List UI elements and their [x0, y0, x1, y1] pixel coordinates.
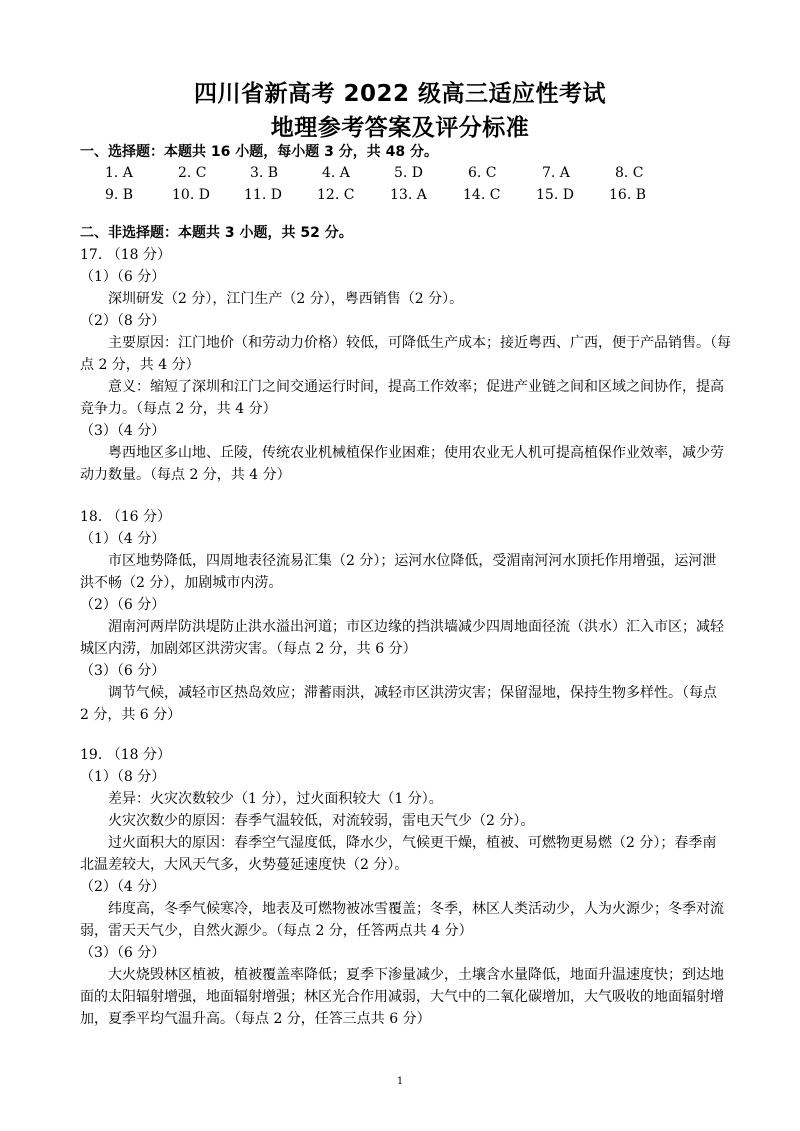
- answer-row-1: [0, 164, 800, 182]
- q17-sub2-text: 意义：缩短了深圳和江门之间交通运行时间，提高工作效率；促进产业链之间和区域之间协作，提高: [108, 379, 724, 395]
- q17-sub2-text: 竞争力。（每点 2 分，共 4 分）: [80, 401, 277, 417]
- q17-sub2-text: 点 2 分，共 4 分）: [80, 357, 200, 373]
- q18-sub3-text: 调节气候，减轻市区热岛效应；滞蓄雨洪，减轻市区洪涝灾害；保留湿地，保持生物多样性。（每点: [108, 685, 717, 701]
- answer-item: 3. B: [250, 165, 279, 181]
- answer-item: 1. A: [105, 165, 133, 181]
- q17-sub1-text: 深圳研发（2 分），江门生产（2 分），粤西销售（2 分）。: [108, 291, 464, 307]
- q19-sub3-text: 大火烧毁林区植被，植被覆盖率降低；夏季下渗量减少，土壤含水量降低，地面升温速度快；到达地: [108, 967, 724, 983]
- part2-heading: 二、非选择题：本题共 3 小题，共 52 分。: [80, 225, 353, 241]
- q18-sub3-label: （3）（6 分）: [80, 663, 166, 679]
- q19-sub3-text: 加，夏季平均气温升高。（每点 2 分，任答三点共 6 分）: [80, 1011, 431, 1027]
- answer-item: 5. D: [394, 165, 424, 181]
- q18-sub2-text: 城区内涝，加剧郊区洪涝灾害。（每点 2 分，共 6 分）: [80, 641, 417, 657]
- q19-sub2-text: 弱，雷天天气少，自然火源少。（每点 2 分，任答两点共 4 分）: [80, 923, 473, 939]
- q18-sub3-text: 2 分，共 6 分）: [80, 707, 182, 723]
- answer-item: 13. A: [390, 187, 427, 203]
- q19-sub1-label: （1）（8 分）: [80, 769, 166, 785]
- q18-header: 18. （16 分）: [80, 509, 171, 525]
- q18-sub1-text: 市区地势降低，四周地表径流易汇集（2 分）；运河水位降低，受湄南河河水顶托作用增强，运河泄: [108, 553, 717, 569]
- page-number: 1: [396, 1076, 404, 1087]
- q17-sub3-text: 粤西地区多山地、丘陵，传统农业机械植保作业困难；使用农业无人机可提高植保作业效率，减少劳: [108, 445, 724, 461]
- q18-sub2-text: 湄南河两岸防洪堤防止洪水溢出河道；市区边缘的挡洪墙减少四周地面径流（洪水）汇入市区；减轻: [108, 619, 724, 635]
- answer-item: 2. C: [178, 165, 207, 181]
- q17-header: 17. （18 分）: [80, 247, 171, 263]
- answer-item: 8. C: [615, 165, 644, 181]
- q17-sub3-label: （3）（4 分）: [80, 423, 166, 439]
- answer-item: 7. A: [542, 165, 570, 181]
- q18-sub1-text: 洪不畅（2 分），加剧城市内涝。: [80, 575, 283, 591]
- answer-item: 9. B: [105, 187, 134, 203]
- q17-sub1-label: （1）（6 分）: [80, 269, 166, 285]
- q18-sub1-label: （1）（4 分）: [80, 531, 166, 547]
- answer-item: 6. C: [468, 165, 497, 181]
- q18-sub2-label: （2）（6 分）: [80, 597, 166, 613]
- answer-item: 12. C: [317, 187, 355, 203]
- answer-item: 4. A: [322, 165, 350, 181]
- q17-sub2-text: 主要原因：江门地价（和劳动力价格）较低，可降低生产成本；接近粤西、广西，便于产品销售。（每: [108, 335, 731, 351]
- part1-heading: 一、选择题：本题共 16 小题，每小题 3 分，共 48 分。: [80, 144, 438, 160]
- q19-sub1-text: 北温差较大，大风天气多，火势蔓延速度快（2 分）。: [80, 857, 409, 873]
- answer-item: 14. C: [463, 187, 501, 203]
- q17-sub3-text: 动力数量。（每点 2 分，共 4 分）: [80, 467, 291, 483]
- answer-item: 16. B: [609, 187, 647, 203]
- q19-sub2-text: 纬度高，冬季气候寒冷，地表及可燃物被冰雪覆盖；冬季，林区人类活动少，人为火源少；冬季对流: [108, 901, 724, 917]
- q19-sub3-text: 面的太阳辐射增强，地面辐射增强；林区光合作用减弱，大气中的二氧化碳增加，大气吸收的地面辐射增: [80, 989, 724, 1005]
- page-title: 四川省新高考 2022 级高三适应性考试: [193, 81, 607, 107]
- answer-item: 11. D: [244, 187, 282, 203]
- answer-row-2: [0, 186, 800, 204]
- answer-item: 15. D: [536, 187, 574, 203]
- answer-item: 10. D: [172, 187, 210, 203]
- q19-sub3-label: （3）（6 分）: [80, 945, 166, 961]
- q17-sub2-label: （2）（8 分）: [80, 313, 166, 329]
- q19-sub2-label: （2）（4 分）: [80, 879, 166, 895]
- q19-sub1-text: 差异：火灾次数较少（1 分），过火面积较大（1 分）。: [108, 791, 443, 807]
- q19-header: 19. （18 分）: [80, 747, 171, 763]
- q19-sub1-text: 过火面积大的原因：春季空气湿度低，降水少，气候更干燥，植被、可燃物更易燃（2 分）；春季南: [108, 835, 717, 851]
- page-subtitle: 地理参考答案及评分标准: [270, 115, 530, 141]
- q19-sub1-text: 火灾次数少的原因：春季气温较低，对流较弱，雷电天气少（2 分）。: [108, 813, 535, 829]
